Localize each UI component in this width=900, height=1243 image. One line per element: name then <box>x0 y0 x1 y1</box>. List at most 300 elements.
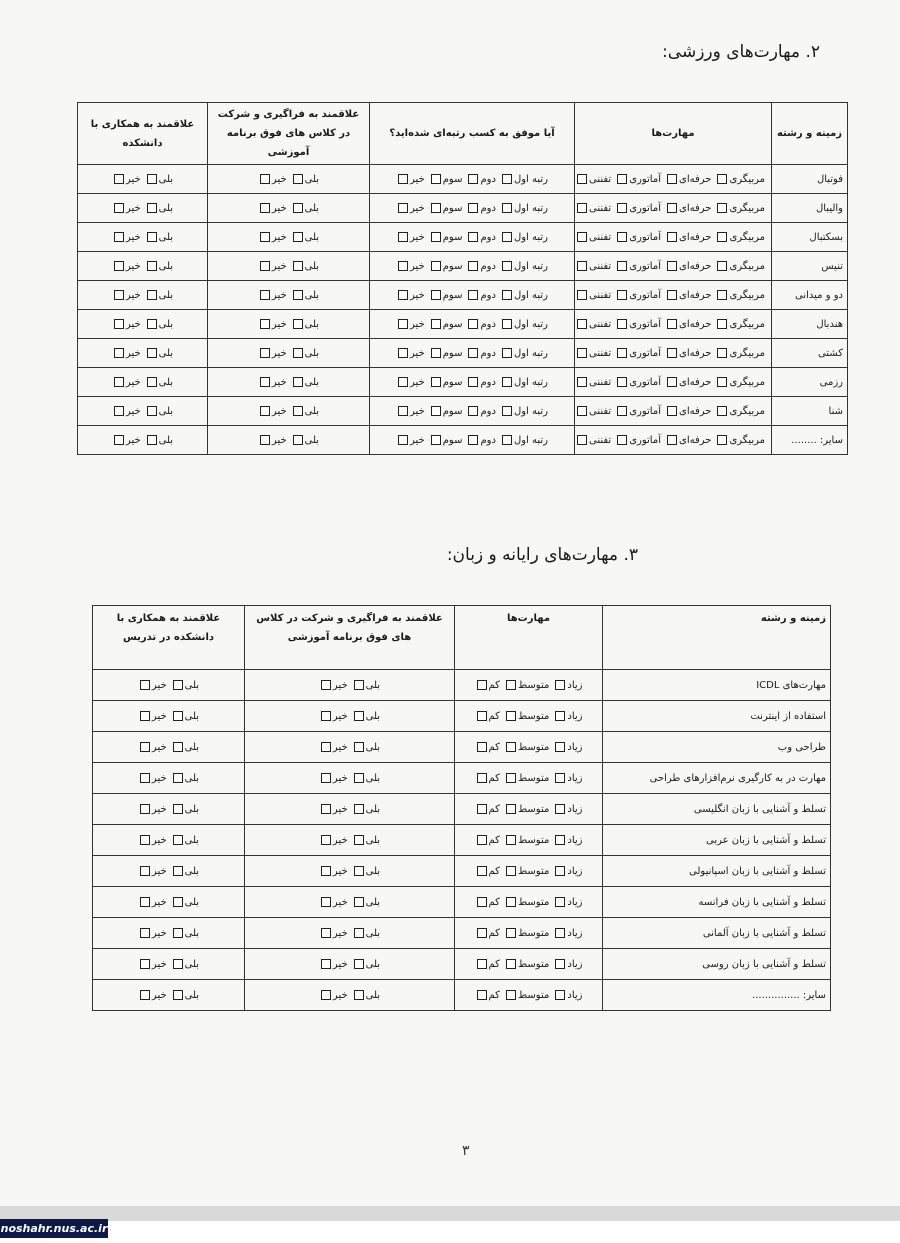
checkbox[interactable] <box>555 866 565 876</box>
checkbox[interactable] <box>717 377 727 387</box>
option-label: دوم <box>480 318 496 330</box>
option-label: دوم <box>480 405 496 417</box>
training-yes-no <box>245 763 455 794</box>
checkbox[interactable] <box>667 435 677 445</box>
checkbox[interactable] <box>617 203 627 213</box>
checkbox[interactable] <box>431 290 441 300</box>
checkbox[interactable] <box>468 348 478 358</box>
checkbox[interactable] <box>506 897 516 907</box>
checkbox[interactable] <box>140 959 150 969</box>
option-label: رتبه اول <box>513 318 548 330</box>
checkbox[interactable] <box>577 377 587 387</box>
checkbox[interactable] <box>321 773 331 783</box>
checkbox[interactable] <box>431 319 441 329</box>
checkbox[interactable] <box>354 959 364 969</box>
checkbox[interactable] <box>173 773 183 783</box>
checkbox[interactable] <box>477 866 487 876</box>
field-name: تسلط و آشنایی با زبان آلمانی <box>603 918 831 949</box>
option-label: بلی <box>365 834 381 846</box>
checkbox[interactable] <box>293 377 303 387</box>
option <box>615 261 661 272</box>
checkbox[interactable] <box>468 174 478 184</box>
option <box>500 319 548 330</box>
checkbox[interactable] <box>398 435 408 445</box>
proficiency-options <box>455 794 603 825</box>
option-label: سوم <box>442 173 463 185</box>
checkbox[interactable] <box>468 319 478 329</box>
checkbox[interactable] <box>140 773 150 783</box>
option <box>145 348 173 359</box>
option <box>504 711 549 722</box>
checkbox[interactable] <box>506 928 516 938</box>
checkbox[interactable] <box>477 773 487 783</box>
checkbox[interactable] <box>147 203 157 213</box>
teaching-yes-no <box>93 856 245 887</box>
checkbox[interactable] <box>293 319 303 329</box>
checkbox[interactable] <box>555 835 565 845</box>
proficiency-options <box>455 732 603 763</box>
checkbox[interactable] <box>260 174 270 184</box>
option <box>665 261 711 272</box>
option <box>171 680 199 691</box>
checkbox[interactable] <box>147 435 157 445</box>
option <box>429 435 463 446</box>
checkbox[interactable] <box>477 990 487 1000</box>
checkbox[interactable] <box>667 203 677 213</box>
checkbox[interactable] <box>398 319 408 329</box>
option <box>715 203 765 214</box>
checkbox[interactable] <box>431 377 441 387</box>
checkbox[interactable] <box>477 711 487 721</box>
checkbox[interactable] <box>617 406 627 416</box>
option-label: دوم <box>480 289 496 301</box>
checkbox[interactable] <box>468 377 478 387</box>
checkbox[interactable] <box>506 742 516 752</box>
option-label: تفننی <box>588 260 612 272</box>
checkbox[interactable] <box>321 742 331 752</box>
checkbox[interactable] <box>293 232 303 242</box>
checkbox[interactable] <box>260 203 270 213</box>
checkbox[interactable] <box>260 319 270 329</box>
checkbox[interactable] <box>354 680 364 690</box>
option-label: زیاد <box>567 803 583 815</box>
option <box>466 377 495 388</box>
checkbox[interactable] <box>577 203 587 213</box>
option <box>291 203 319 214</box>
checkbox[interactable] <box>398 203 408 213</box>
checkbox[interactable] <box>354 804 364 814</box>
checkbox[interactable] <box>260 261 270 271</box>
checkbox[interactable] <box>260 348 270 358</box>
checkbox[interactable] <box>555 773 565 783</box>
checkbox[interactable] <box>114 435 124 445</box>
option-label: بلی <box>184 834 200 846</box>
checkbox[interactable] <box>173 959 183 969</box>
checkbox[interactable] <box>293 174 303 184</box>
checkbox[interactable] <box>717 261 727 271</box>
option-label: دوم <box>480 173 496 185</box>
option-label: خیر <box>332 710 348 722</box>
table-row <box>93 918 831 949</box>
teaching-yes-no <box>93 732 245 763</box>
checkbox[interactable] <box>147 174 157 184</box>
checkbox[interactable] <box>321 711 331 721</box>
option-label: خیر <box>125 260 141 272</box>
checkbox[interactable] <box>398 348 408 358</box>
option-label: تفننی <box>588 202 612 214</box>
option-label: کم <box>488 989 500 1001</box>
checkbox[interactable] <box>717 406 727 416</box>
checkbox[interactable] <box>617 261 627 271</box>
option-label: خیر <box>332 958 348 970</box>
option <box>575 174 611 185</box>
option <box>466 319 495 330</box>
option <box>575 290 611 301</box>
checkbox[interactable] <box>147 319 157 329</box>
checkbox[interactable] <box>173 804 183 814</box>
checkbox[interactable] <box>717 232 727 242</box>
checkbox[interactable] <box>577 174 587 184</box>
option <box>715 377 765 388</box>
checkbox[interactable] <box>506 711 516 721</box>
checkbox[interactable] <box>293 261 303 271</box>
checkbox[interactable] <box>114 406 124 416</box>
checkbox[interactable] <box>321 835 331 845</box>
checkbox[interactable] <box>477 835 487 845</box>
checkbox[interactable] <box>717 348 727 358</box>
option <box>396 319 425 330</box>
page-number: ۳ <box>462 1143 470 1159</box>
checkbox[interactable] <box>293 435 303 445</box>
checkbox[interactable] <box>147 290 157 300</box>
checkbox[interactable] <box>502 174 512 184</box>
checkbox[interactable] <box>321 990 331 1000</box>
option <box>112 203 141 214</box>
option-label: بلی <box>304 202 320 214</box>
checkbox[interactable] <box>617 435 627 445</box>
checkbox[interactable] <box>260 377 270 387</box>
checkbox[interactable] <box>260 435 270 445</box>
skill-level-options <box>575 339 772 368</box>
rank-options <box>370 368 575 397</box>
checkbox[interactable] <box>354 866 364 876</box>
checkbox[interactable] <box>321 866 331 876</box>
option-label: خیر <box>410 347 425 359</box>
option <box>665 319 711 330</box>
checkbox[interactable] <box>431 348 441 358</box>
option <box>171 742 199 753</box>
option <box>145 319 173 330</box>
teaching-yes-no <box>93 763 245 794</box>
option <box>475 835 500 846</box>
option-label: خیر <box>410 434 425 446</box>
sports-skills-table <box>77 102 848 455</box>
checkbox[interactable] <box>173 835 183 845</box>
option-label: متوسط <box>517 865 550 877</box>
checkbox[interactable] <box>502 377 512 387</box>
training-yes-no <box>245 887 455 918</box>
option <box>715 290 765 301</box>
checkbox[interactable] <box>502 435 512 445</box>
checkbox[interactable] <box>506 680 516 690</box>
checkbox[interactable] <box>502 406 512 416</box>
option <box>396 203 425 214</box>
checkbox[interactable] <box>468 232 478 242</box>
option-label: آماتوری <box>629 376 661 388</box>
checkbox[interactable] <box>140 928 150 938</box>
option-label: کم <box>488 710 500 722</box>
cooperation-yes-no <box>78 165 208 194</box>
checkbox[interactable] <box>617 174 627 184</box>
option <box>171 773 199 784</box>
checkbox[interactable] <box>431 174 441 184</box>
checkbox[interactable] <box>293 290 303 300</box>
checkbox[interactable] <box>667 174 677 184</box>
checkbox[interactable] <box>260 290 270 300</box>
checkbox[interactable] <box>114 377 124 387</box>
training-yes-no <box>208 252 370 281</box>
checkbox[interactable] <box>173 742 183 752</box>
rank-options <box>370 339 575 368</box>
checkbox[interactable] <box>577 290 587 300</box>
checkbox[interactable] <box>555 804 565 814</box>
checkbox[interactable] <box>617 290 627 300</box>
checkbox[interactable] <box>502 203 512 213</box>
checkbox[interactable] <box>293 348 303 358</box>
checkbox[interactable] <box>667 232 677 242</box>
header-cooperation-interest: علاقمند به همکاری با دانشکده <box>78 103 208 165</box>
option-label: متوسط <box>517 896 550 908</box>
checkbox[interactable] <box>431 406 441 416</box>
checkbox[interactable] <box>398 261 408 271</box>
training-yes-no <box>208 368 370 397</box>
checkbox[interactable] <box>502 232 512 242</box>
checkbox[interactable] <box>555 897 565 907</box>
checkbox[interactable] <box>398 406 408 416</box>
checkbox[interactable] <box>468 406 478 416</box>
checkbox[interactable] <box>354 928 364 938</box>
checkbox[interactable] <box>114 261 124 271</box>
checkbox[interactable] <box>173 928 183 938</box>
checkbox[interactable] <box>617 232 627 242</box>
checkbox[interactable] <box>717 174 727 184</box>
option-label: خیر <box>151 679 167 691</box>
checkbox[interactable] <box>260 406 270 416</box>
checkbox[interactable] <box>140 742 150 752</box>
checkbox[interactable] <box>477 897 487 907</box>
checkbox[interactable] <box>147 261 157 271</box>
checkbox[interactable] <box>147 377 157 387</box>
teaching-yes-no <box>93 670 245 701</box>
option-label: خیر <box>125 434 141 446</box>
option-label: بلی <box>184 865 200 877</box>
checkbox[interactable] <box>617 377 627 387</box>
checkbox[interactable] <box>555 711 565 721</box>
checkbox[interactable] <box>293 406 303 416</box>
checkbox[interactable] <box>506 866 516 876</box>
checkbox[interactable] <box>173 866 183 876</box>
checkbox[interactable] <box>431 232 441 242</box>
checkbox[interactable] <box>577 435 587 445</box>
checkbox[interactable] <box>114 319 124 329</box>
checkbox[interactable] <box>506 773 516 783</box>
checkbox[interactable] <box>617 348 627 358</box>
option-label: خیر <box>410 202 425 214</box>
option <box>615 319 661 330</box>
checkbox[interactable] <box>260 232 270 242</box>
checkbox[interactable] <box>468 435 478 445</box>
checkbox[interactable] <box>114 290 124 300</box>
header-training-interest: علاقمند به فراگیری و شرکت در کلاس های فوق برنامه آموزشی <box>245 606 455 670</box>
checkbox[interactable] <box>502 348 512 358</box>
checkbox[interactable] <box>667 348 677 358</box>
checkbox[interactable] <box>717 319 727 329</box>
proficiency-options <box>455 670 603 701</box>
checkbox[interactable] <box>555 742 565 752</box>
checkbox[interactable] <box>354 742 364 752</box>
checkbox[interactable] <box>140 866 150 876</box>
checkbox[interactable] <box>477 680 487 690</box>
option-label: رتبه اول <box>513 434 548 446</box>
checkbox[interactable] <box>431 203 441 213</box>
option-label: سوم <box>442 347 463 359</box>
checkbox[interactable] <box>321 804 331 814</box>
checkbox[interactable] <box>502 290 512 300</box>
option <box>575 406 611 417</box>
checkbox[interactable] <box>667 290 677 300</box>
checkbox[interactable] <box>577 319 587 329</box>
checkbox[interactable] <box>354 711 364 721</box>
checkbox[interactable] <box>293 203 303 213</box>
checkbox[interactable] <box>173 897 183 907</box>
option-label: حرفه‌ای <box>679 231 712 243</box>
checkbox[interactable] <box>431 261 441 271</box>
checkbox[interactable] <box>173 680 183 690</box>
checkbox[interactable] <box>468 203 478 213</box>
checkbox[interactable] <box>398 174 408 184</box>
checkbox[interactable] <box>667 377 677 387</box>
option <box>475 928 500 939</box>
training-yes-no <box>245 825 455 856</box>
checkbox[interactable] <box>468 261 478 271</box>
checkbox[interactable] <box>398 377 408 387</box>
checkbox[interactable] <box>506 804 516 814</box>
table-row <box>93 794 831 825</box>
checkbox[interactable] <box>321 928 331 938</box>
checkbox[interactable] <box>555 990 565 1000</box>
option <box>291 261 319 272</box>
checkbox[interactable] <box>173 711 183 721</box>
option-label: رتبه اول <box>513 231 548 243</box>
checkbox[interactable] <box>114 232 124 242</box>
checkbox[interactable] <box>354 897 364 907</box>
option <box>553 866 582 877</box>
checkbox[interactable] <box>140 897 150 907</box>
checkbox[interactable] <box>140 990 150 1000</box>
checkbox[interactable] <box>506 990 516 1000</box>
option <box>352 773 380 784</box>
rank-options <box>370 252 575 281</box>
checkbox[interactable] <box>577 261 587 271</box>
checkbox[interactable] <box>398 232 408 242</box>
checkbox[interactable] <box>147 348 157 358</box>
checkbox[interactable] <box>667 261 677 271</box>
table-row <box>93 670 831 701</box>
checkbox[interactable] <box>577 406 587 416</box>
training-yes-no <box>245 856 455 887</box>
option <box>715 232 765 243</box>
checkbox[interactable] <box>667 406 677 416</box>
checkbox[interactable] <box>431 435 441 445</box>
checkbox[interactable] <box>506 959 516 969</box>
checkbox[interactable] <box>477 959 487 969</box>
checkbox[interactable] <box>555 680 565 690</box>
checkbox[interactable] <box>506 835 516 845</box>
checkbox[interactable] <box>321 897 331 907</box>
option <box>553 835 582 846</box>
option-label: سوم <box>442 405 463 417</box>
option <box>352 928 380 939</box>
checkbox[interactable] <box>114 174 124 184</box>
checkbox[interactable] <box>717 290 727 300</box>
checkbox[interactable] <box>502 261 512 271</box>
option <box>319 959 348 970</box>
checkbox[interactable] <box>577 232 587 242</box>
checkbox[interactable] <box>114 203 124 213</box>
option-label: زیاد <box>567 741 583 753</box>
option-label: خیر <box>271 289 287 301</box>
checkbox[interactable] <box>354 835 364 845</box>
option-label: بلی <box>304 260 320 272</box>
checkbox[interactable] <box>477 742 487 752</box>
checkbox[interactable] <box>114 348 124 358</box>
checkbox[interactable] <box>173 990 183 1000</box>
checkbox[interactable] <box>477 928 487 938</box>
checkbox[interactable] <box>140 711 150 721</box>
checkbox[interactable] <box>354 990 364 1000</box>
checkbox[interactable] <box>667 319 677 329</box>
option-label: متوسط <box>517 927 550 939</box>
training-yes-no <box>208 426 370 455</box>
checkbox[interactable] <box>555 928 565 938</box>
checkbox[interactable] <box>468 290 478 300</box>
option <box>615 203 661 214</box>
checkbox[interactable] <box>477 804 487 814</box>
checkbox[interactable] <box>398 290 408 300</box>
checkbox[interactable] <box>717 203 727 213</box>
training-yes-no <box>208 397 370 426</box>
checkbox[interactable] <box>502 319 512 329</box>
checkbox[interactable] <box>555 959 565 969</box>
checkbox[interactable] <box>617 319 627 329</box>
checkbox[interactable] <box>140 804 150 814</box>
rank-options <box>370 194 575 223</box>
checkbox[interactable] <box>321 959 331 969</box>
checkbox[interactable] <box>140 835 150 845</box>
checkbox[interactable] <box>577 348 587 358</box>
checkbox[interactable] <box>717 435 727 445</box>
rank-options <box>370 223 575 252</box>
option-label: زیاد <box>567 679 583 691</box>
checkbox[interactable] <box>147 232 157 242</box>
checkbox[interactable] <box>147 406 157 416</box>
checkbox[interactable] <box>321 680 331 690</box>
option <box>466 232 495 243</box>
option-label: رتبه اول <box>513 405 548 417</box>
checkbox[interactable] <box>354 773 364 783</box>
checkbox[interactable] <box>140 680 150 690</box>
option <box>715 435 765 446</box>
